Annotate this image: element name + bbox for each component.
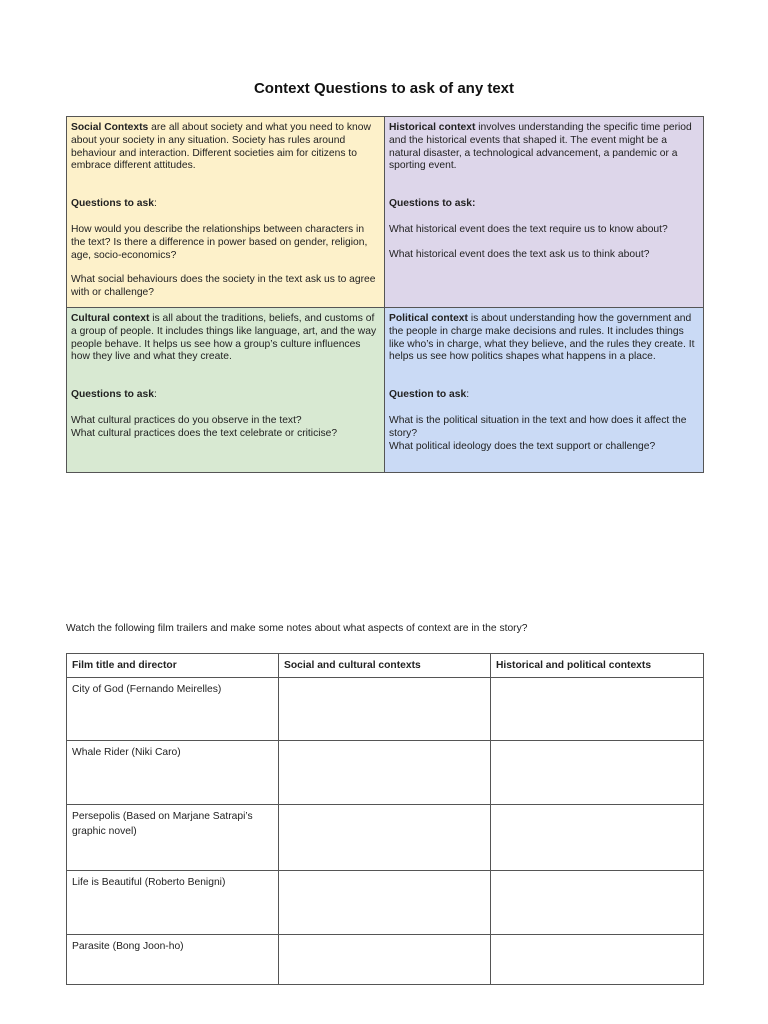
historical-political-notes-cell[interactable] [491,871,704,935]
social-question-1: How would you describe the relationships between characters in the text? Is there a difference in power based on gender, religion, age, socio-economics? [71,223,368,261]
historical-heading: Historical context [389,122,476,133]
cultural-questions-heading: Questions to ask [71,389,154,401]
instruction-text: Watch the following film trailers and make some notes about what aspects of context are in the story? [66,623,528,634]
table-row [67,935,704,985]
historical-intro [389,122,699,173]
historical-context-cell [385,117,704,308]
political-question-2: What political ideology does the text support or challenge? [389,440,656,452]
historical-political-notes-cell[interactable] [491,678,704,741]
social-cultural-notes-cell[interactable] [279,678,491,741]
cultural-heading: Cultural context [71,313,150,324]
header-historical-political: Historical and political contexts [491,654,704,678]
social-cultural-notes-cell[interactable] [279,935,491,985]
table-row [67,805,704,871]
cultural-questions-label [71,389,380,402]
social-cultural-notes-cell[interactable] [279,741,491,805]
historical-political-notes-cell[interactable] [491,805,704,871]
social-questions-heading: Questions to ask [71,198,154,210]
film-table [66,653,704,985]
social-intro-text: are all about society and what you need to know about your society in any situation. Society has rules around behaviour and interaction. Different societies aim for citizens to embrace different attitudes. [71,122,371,172]
context-grid [66,116,704,473]
film-title-cell: Parasite (Bong Joon-ho) [67,935,279,985]
cultural-questions-colon: : [153,389,157,401]
cultural-context-cell [67,308,385,473]
political-heading: Political context [389,313,468,324]
header-social-cultural: Social and cultural contexts [279,654,491,678]
political-question-1: What is the political situation in the text and how does it affect the story? [389,414,687,439]
cultural-question-1: What cultural practices do you observe in the text? [71,414,302,426]
film-title-cell: Persepolis (Based on Marjane Satrapi’s graphic novel) [67,805,279,871]
social-context-cell [67,117,385,308]
table-row [67,678,704,741]
political-intro-text: is about understanding how the government and the people in charge make decisions and rules. It includes things like who’s in charge, what they believe, and the rules they create. It helps us see how politics shapes what happens in a place. [389,313,695,363]
political-intro [389,313,699,364]
header-film-title: Film title and director [67,654,279,678]
social-cultural-notes-cell[interactable] [279,805,491,871]
political-questions-heading: Question to ask [389,389,467,401]
historical-political-notes-cell[interactable] [491,741,704,805]
historical-intro-text: involves understanding the specific time period and the historical events that shaped it. The event might be a natural disaster, a technological advancement, a pandemic or a sporting event. [389,122,692,172]
historical-political-notes-cell[interactable] [491,935,704,985]
social-questions-colon: : [153,198,157,210]
cultural-intro-text: is all about the traditions, beliefs, and customs of a group of people. It includes things like language, art, and the way people behave. It helps us see how a group’s culture influences how they live and what they create. [71,313,377,363]
table-row [67,871,704,935]
cultural-intro [71,313,380,364]
historical-question-1: What historical event does the text require us to know about? [389,223,668,235]
historical-question-2: What historical event does the text ask us to think about? [389,248,650,260]
political-questions-label [389,389,699,402]
film-table-header-row [67,654,704,678]
table-row [67,741,704,805]
cultural-question-2: What cultural practices does the text celebrate or criticise? [71,427,338,439]
political-questions-colon: : [466,389,470,401]
film-title-cell: Life is Beautiful (Roberto Benigni) [67,871,279,935]
social-heading: Social Contexts [71,122,149,133]
social-questions-label [71,198,380,211]
political-context-cell [385,308,704,473]
social-intro [71,122,380,173]
social-cultural-notes-cell[interactable] [279,871,491,935]
page-title: Context Questions to ask of any text [253,80,515,97]
film-title-cell: City of God (Fernando Meirelles) [67,678,279,741]
social-question-2: What social behaviours does the society in the text ask us to agree with or challenge? [71,274,376,299]
film-title-cell: Whale Rider (Niki Caro) [67,741,279,805]
historical-questions-heading: Questions to ask: [389,198,476,210]
